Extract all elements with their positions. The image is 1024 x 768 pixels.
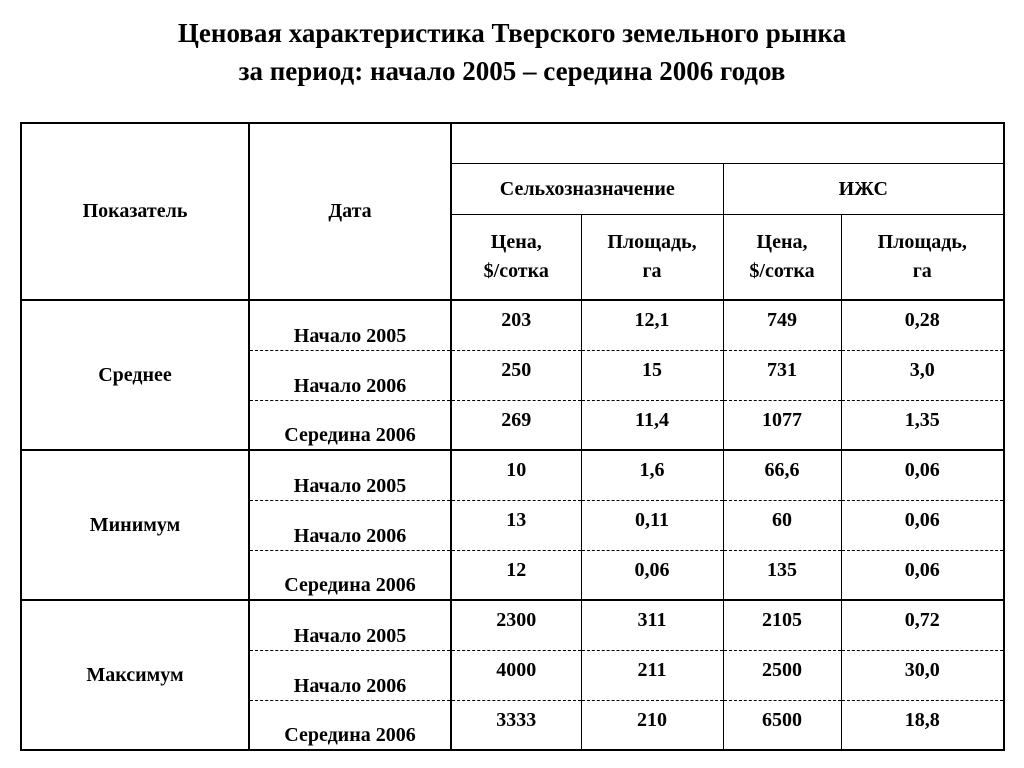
- izhs-area-cell: 3,0: [841, 350, 1004, 400]
- header-row-top: [21, 123, 1004, 164]
- agri-price-cell: 2300: [451, 600, 581, 650]
- header-izhs-area: [841, 215, 1004, 301]
- date-cell: Начало 2006: [249, 650, 451, 700]
- indicator-cell: Максимум: [21, 600, 249, 750]
- header-area-unit: га: [642, 260, 662, 282]
- agri-price-cell: 13: [451, 500, 581, 550]
- date-cell: Начало 2006: [249, 500, 451, 550]
- agri-area-cell: 0,06: [581, 550, 723, 600]
- izhs-area-cell: 0,06: [841, 450, 1004, 500]
- izhs-area-cell: 0,06: [841, 500, 1004, 550]
- header-top-blank: [451, 123, 1004, 164]
- date-cell: Начало 2005: [249, 600, 451, 650]
- izhs-area-cell: 0,28: [841, 300, 1004, 350]
- agri-area-cell: 1,6: [581, 450, 723, 500]
- agri-price-cell: 250: [451, 350, 581, 400]
- izhs-price-cell: 2500: [723, 650, 841, 700]
- agri-area-cell: 0,11: [581, 500, 723, 550]
- izhs-price-cell: 135: [723, 550, 841, 600]
- indicator-cell: Среднее: [21, 300, 249, 450]
- agri-price-cell: 4000: [451, 650, 581, 700]
- izhs-area-cell: 30,0: [841, 650, 1004, 700]
- table-row: [21, 300, 1004, 350]
- header-izhs-price: [723, 215, 841, 301]
- header-date: Дата: [249, 123, 451, 300]
- header-group-izhs: ИЖС: [723, 164, 1004, 215]
- agri-price-cell: 269: [451, 400, 581, 450]
- header-agri-area: [581, 215, 723, 301]
- header-price-unit: $/сотка: [483, 260, 549, 282]
- date-cell: Середина 2006: [249, 550, 451, 600]
- agri-price-cell: 203: [451, 300, 581, 350]
- header-price-label: Цена,: [756, 231, 808, 253]
- header-group-agri: Сельхозназначение: [451, 164, 723, 215]
- agri-price-cell: 3333: [451, 700, 581, 750]
- header-area-label: Площадь,: [607, 231, 697, 253]
- izhs-price-cell: 60: [723, 500, 841, 550]
- izhs-area-cell: 1,35: [841, 400, 1004, 450]
- agri-price-cell: 10: [451, 450, 581, 500]
- agri-area-cell: 211: [581, 650, 723, 700]
- header-area-unit: га: [912, 260, 932, 282]
- table-row: [21, 600, 1004, 650]
- header-area-label: Площадь,: [877, 231, 967, 253]
- header-agri-price: [451, 215, 581, 301]
- izhs-price-cell: 1077: [723, 400, 841, 450]
- agri-area-cell: 11,4: [581, 400, 723, 450]
- date-cell: Середина 2006: [249, 400, 451, 450]
- izhs-price-cell: 2105: [723, 600, 841, 650]
- agri-area-cell: 210: [581, 700, 723, 750]
- date-cell: Начало 2005: [249, 450, 451, 500]
- izhs-price-cell: 6500: [723, 700, 841, 750]
- price-table: [20, 122, 1005, 751]
- izhs-price-cell: 731: [723, 350, 841, 400]
- indicator-cell: Минимум: [21, 450, 249, 600]
- izhs-area-cell: 0,06: [841, 550, 1004, 600]
- izhs-area-cell: 0,72: [841, 600, 1004, 650]
- izhs-price-cell: 66,6: [723, 450, 841, 500]
- header-price-unit: $/сотка: [749, 260, 815, 282]
- header-indicator: Показатель: [21, 123, 249, 300]
- date-cell: Середина 2006: [249, 700, 451, 750]
- agri-price-cell: 12: [451, 550, 581, 600]
- title-line-2: за период: начало 2005 – середина 2006 годов: [238, 56, 786, 86]
- header-price-label: Цена,: [490, 231, 542, 253]
- page-title: [0, 14, 1024, 90]
- date-cell: Начало 2006: [249, 350, 451, 400]
- izhs-area-cell: 18,8: [841, 700, 1004, 750]
- agri-area-cell: 12,1: [581, 300, 723, 350]
- date-cell: Начало 2005: [249, 300, 451, 350]
- table-row: [21, 450, 1004, 500]
- agri-area-cell: 311: [581, 600, 723, 650]
- title-line-1: Ценовая характеристика Тверского земельного рынка: [177, 18, 847, 48]
- agri-area-cell: 15: [581, 350, 723, 400]
- izhs-price-cell: 749: [723, 300, 841, 350]
